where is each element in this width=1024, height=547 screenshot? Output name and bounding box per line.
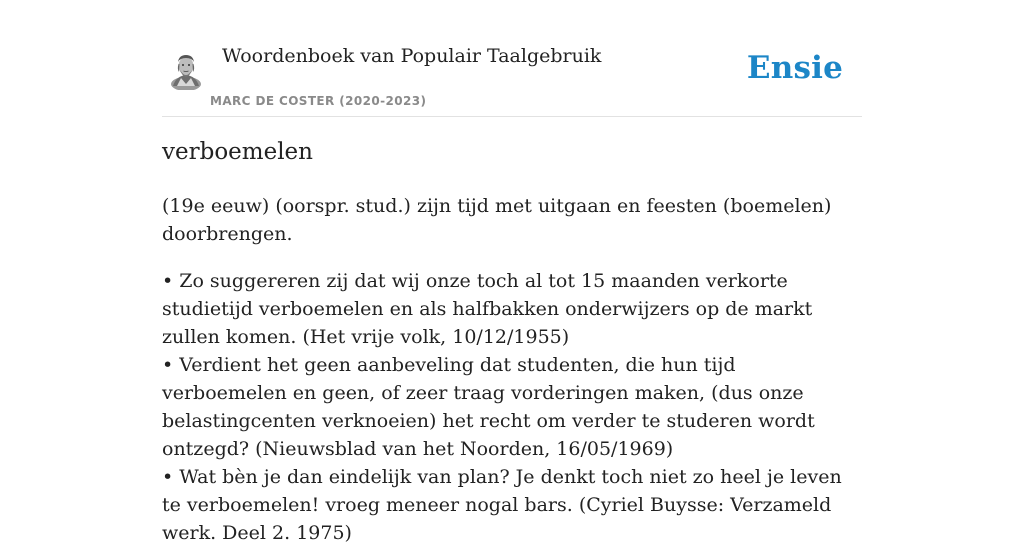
author-credit: MARC DE COSTER (2020-2023) (210, 94, 427, 108)
dictionary-title[interactable]: Woordenboek van Populair Taalgebruik (222, 45, 602, 67)
entry-term: verboemelen (162, 139, 313, 165)
page-container (162, 0, 862, 544)
example-quote: • Zo suggereren zij dat wij onze toch al tot 15 maanden verkorte studietijd verboemelen en als halfbakken onderwijzers op de markt zullen komen. (Het vrije volk, 10/12/1955) (162, 270, 813, 348)
example-quote: • Verdient het geen aanbeveling dat studenten, die hun tijd verboemelen en geen, of zeer traag vorderingen maken, (dus onze belastingcenten verknoeien) het recht om verder te studeren wordt ontzegd? (Nieuwsblad van het Noorden, 16/05/1969) (162, 354, 815, 460)
example-quote: • Wat bèn je dan eindelijk van plan? Je denkt toch niet zo heel je leven te verboemelen! vroeg meneer nogal bars. (Cyriel Buysse: Verzameld werk. Deel 2. 1975) (162, 466, 842, 544)
entry-definition: (19e eeuw) (oorspr. stud.) zijn tijd met uitgaan en feesten (boemelen) doorbrengen. (162, 195, 832, 245)
dictionary-header (162, 0, 862, 117)
entry-examples (162, 267, 862, 547)
ensie-logo[interactable]: Ensie (746, 50, 843, 86)
author-portrait-icon[interactable] (168, 50, 204, 90)
